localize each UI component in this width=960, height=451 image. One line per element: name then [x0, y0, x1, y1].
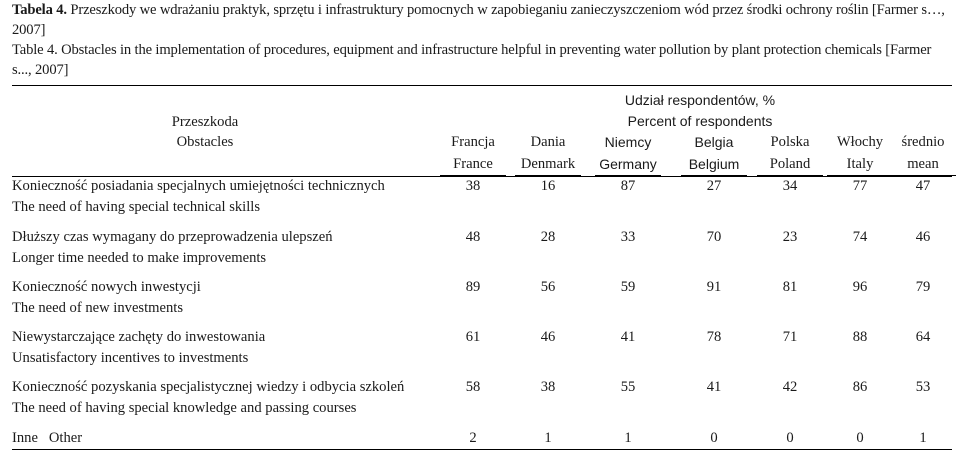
table-cell-value: 77 — [852, 178, 868, 194]
row-label-pl: Konieczność posiadania specjalnych umiejętności technicznych — [12, 178, 385, 194]
column-header-en: Belgium — [688, 156, 740, 172]
table-cell-value: 58 — [465, 379, 481, 395]
caption-polish-label: Tabela 4. — [12, 2, 67, 18]
column-header-en: Germany — [599, 156, 657, 172]
row-label-en: Unsatisfactory incentives to investments — [12, 350, 249, 366]
caption-polish — [12, 0, 952, 40]
table-cell-value: 0 — [786, 430, 794, 446]
table-cell-value: 23 — [782, 229, 798, 245]
row-label-en: The need of new investments — [12, 300, 184, 316]
column-header-rule — [827, 175, 893, 176]
column-header-rule — [890, 175, 956, 176]
table-cell-value: 28 — [540, 229, 556, 245]
table-cell-value: 74 — [852, 229, 868, 245]
table-cell-value: 1 — [544, 430, 552, 446]
table-cell-value: 46 — [540, 329, 556, 345]
column-header-rule — [515, 175, 581, 176]
row-label-en: The need of having special knowledge and passing courses — [12, 400, 357, 416]
table-cell-value: 53 — [915, 379, 931, 395]
table-cell-value: 1 — [624, 430, 632, 446]
header-share-en: Percent of respondents — [627, 113, 773, 129]
table-cell-value: 42 — [782, 379, 798, 395]
column-header-pl: Belgia — [694, 134, 734, 150]
header-share-pl: Udział respondentów, % — [624, 92, 776, 108]
table-cell-value: 79 — [915, 279, 931, 295]
row-label-pl: Dłuższy czas wymagany do przeprowadzenia ulepszeń — [12, 229, 333, 245]
table-cell-value: 27 — [706, 178, 722, 194]
table-cell-value: 78 — [706, 329, 722, 345]
table-cell-value: 61 — [465, 329, 481, 345]
table-cell-value: 56 — [540, 279, 556, 295]
table-cell-value: 96 — [852, 279, 868, 295]
column-header-pl: Włochy — [836, 134, 884, 150]
column-header-pl: Dania — [530, 134, 566, 150]
table-cell-value: 87 — [620, 178, 636, 194]
table-cell-value: 33 — [620, 229, 636, 245]
table-cell-value: 0 — [856, 430, 864, 446]
row-label-en: The need of having special technical skills — [12, 199, 261, 215]
table-cell-value: 48 — [465, 229, 481, 245]
table-cell-value: 41 — [706, 379, 722, 395]
column-header-rule — [440, 175, 506, 176]
table-cell-value: 88 — [852, 329, 868, 345]
table-cell-value: 0 — [710, 430, 718, 446]
caption-english-text: Obstacles in the implementation of procedures, equipment and infrastructure helpful in preventing water pollution by plant protection chemicals [Farmer s..., 2007] — [12, 42, 932, 78]
row-label-en: Longer time needed to make improvements — [12, 250, 267, 266]
table-cell-value: 86 — [852, 379, 868, 395]
table-bottom-rule — [12, 449, 952, 450]
table-cell-value: 59 — [620, 279, 636, 295]
column-header-en: Italy — [846, 156, 874, 172]
row-label-pl: Konieczność pozyskania specjalistycznej wiedzy i odbycia szkoleń — [12, 379, 405, 395]
column-header-pl: średnio — [901, 134, 945, 150]
column-header-rule — [595, 175, 661, 176]
table-cell-value: 64 — [915, 329, 931, 345]
row-label-pl: Konieczność nowych inwestycji — [12, 279, 201, 295]
column-header-rule — [757, 175, 823, 176]
table-cell-value: 81 — [782, 279, 798, 295]
column-header-pl: Niemcy — [604, 134, 652, 150]
table-cell-value: 34 — [782, 178, 798, 194]
header-obstacles-en: Obstacles — [176, 134, 234, 150]
table-cell-value: 71 — [782, 329, 798, 345]
column-header-en: Poland — [769, 156, 811, 172]
table-cell-value: 89 — [465, 279, 481, 295]
column-header-pl: Polska — [770, 134, 810, 150]
table-cell-value: 47 — [915, 178, 931, 194]
row-label-other: Inne Other — [12, 430, 83, 446]
table-cell-value: 91 — [706, 279, 722, 295]
table-top-rule — [12, 85, 952, 86]
table-cell-value: 46 — [915, 229, 931, 245]
column-header-pl: Francja — [451, 134, 495, 150]
caption-polish-text: Przeszkody we wdrażaniu praktyk, sprzętu i infrastruktury pomocnych w zapobieganiu zanieczyszczeniom wód przez środki ochrony roślin [Farmer s…, 2007] — [12, 2, 945, 38]
table-cell-value: 2 — [469, 430, 477, 446]
column-header-rule — [681, 175, 747, 176]
table-cell-value: 1 — [919, 430, 927, 446]
table-cell-value: 38 — [540, 379, 556, 395]
caption-english-label: Table 4. — [12, 42, 58, 58]
table-cell-value: 70 — [706, 229, 722, 245]
column-header-en: France — [453, 156, 493, 172]
caption-english — [12, 40, 952, 80]
header-obstacles-pl: Przeszkoda — [171, 114, 239, 130]
column-header-en: mean — [907, 156, 939, 172]
column-header-en: Denmark — [520, 156, 576, 172]
table-cell-value: 38 — [465, 178, 481, 194]
table-cell-value: 16 — [540, 178, 556, 194]
row-label-pl: Niewystarczające zachęty do inwestowania — [12, 329, 266, 345]
table-cell-value: 41 — [620, 329, 636, 345]
table-cell-value: 55 — [620, 379, 636, 395]
